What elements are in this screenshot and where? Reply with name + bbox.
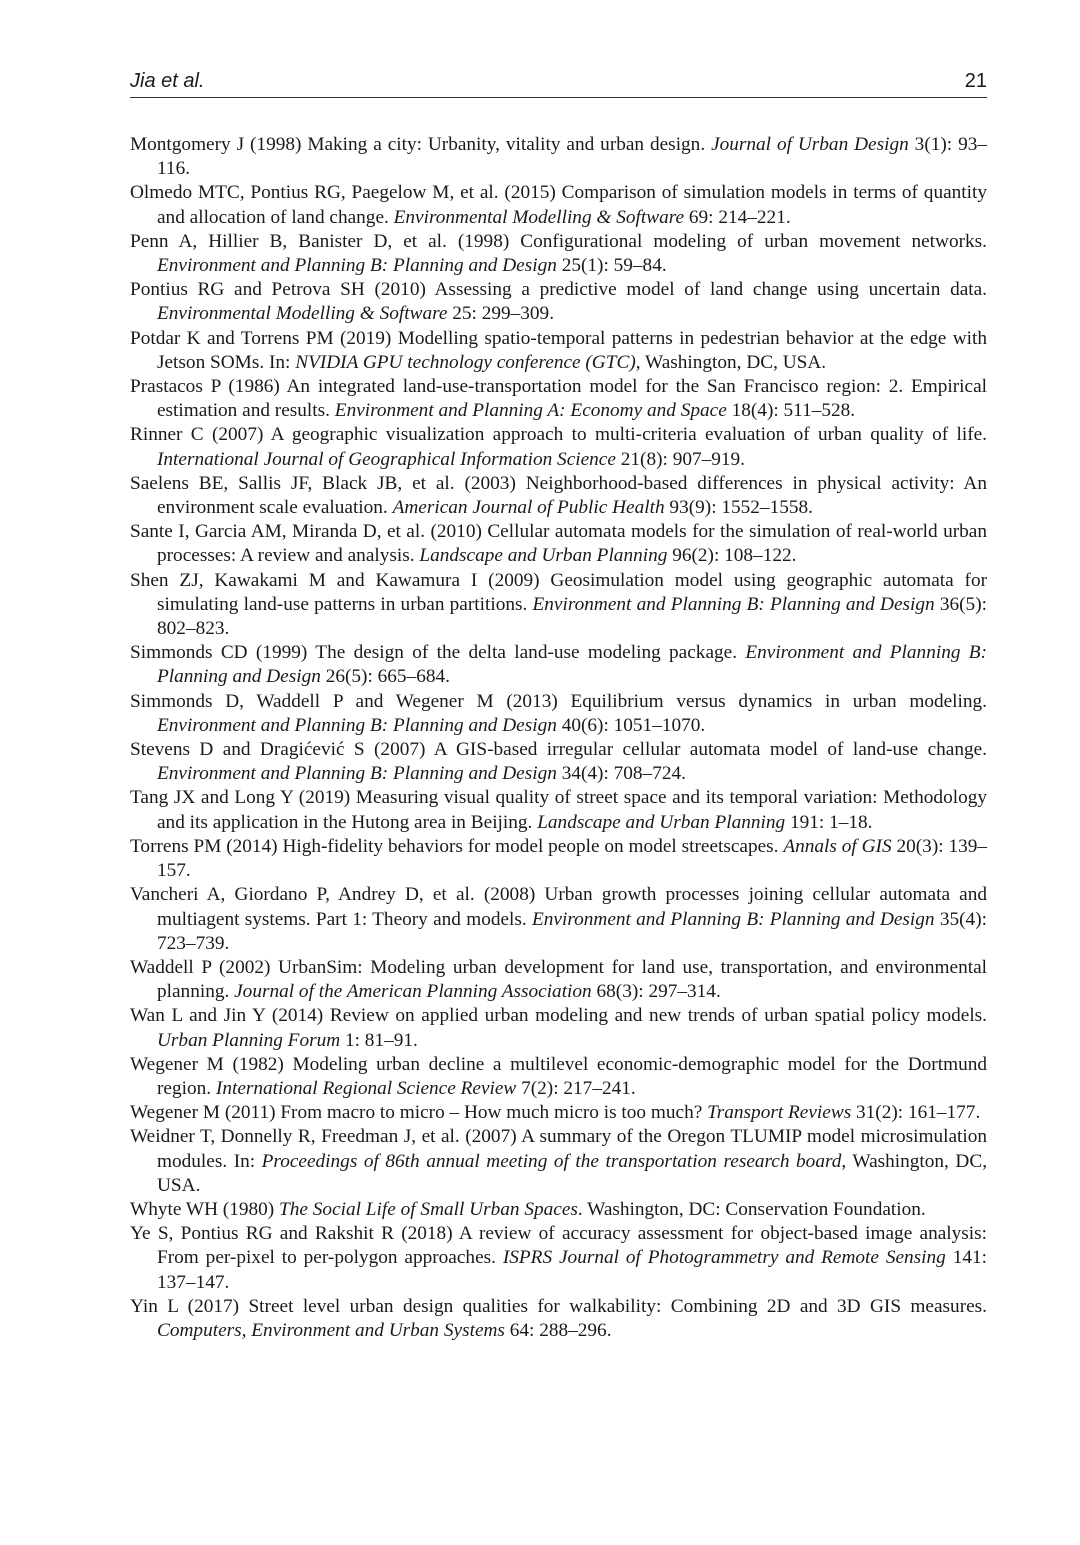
reference-item: Prastacos P (1986) An integrated land-use-transportation model for the San Francisco region: 2. Empirical estimation and results. Environment and Planning A: Economy and Space 18(4): 511–528.: [130, 376, 987, 422]
reference-item: Tang JX and Long Y (2019) Measuring visual quality of street space and its temporal variation: Methodology and its application in the Hutong area in Beijing. Landscape and Urban Planning 191: 1–18.: [130, 787, 987, 833]
page-number: 21: [964, 70, 987, 92]
reference-item: Torrens PM (2014) High-fidelity behaviors for model people on model streetscapes. Annals of GIS 20(3): 139–157.: [130, 835, 988, 882]
reference-item: Yin L (2017) Street level urban design qualities for walkability: Combining 2D and 3D GIS measures. Computers, Environment and Urban Systems 64: 288–296.: [130, 1295, 987, 1341]
reference-item: Weidner T, Donnelly R, Freedman J, et al. (2007) A summary of the Oregon TLUMIP model microsimulation modules. In: Proceedings of 86th annual meeting of the transportation research board, Washington, DC, USA.: [130, 1126, 988, 1196]
reference-item: Saelens BE, Sallis JF, Black JB, et al. (2003) Neighborhood-based differences in physical activity: An environment scale evaluation. American Journal of Public Health 93(9): 1552–1558.: [130, 472, 987, 519]
reference-item: Wegener M (1982) Modeling urban decline a multilevel economic-demographic model for the Dortmund region. International Regional Science Review 7(2): 217–241.: [130, 1053, 987, 1099]
reference-item: Rinner C (2007) A geographic visualization approach to multi-criteria evaluation of urban quality of life. International Journal of Geographical Information Science 21(8): 907–919.: [130, 424, 987, 470]
reference-item: Olmedo MTC, Pontius RG, Paegelow M, et al. (2015) Comparison of simulation models in terms of quantity and allocation of land change. Environmental Modelling & Software 69: 214–221.: [130, 182, 987, 228]
reference-item: Potdar K and Torrens PM (2019) Modelling spatio-temporal patterns in pedestrian behavior at the edge with Jetson SOMs. In: NVIDIA GPU technology conference (GTC), Washington, DC, USA.: [130, 327, 987, 373]
reference-item: Penn A, Hillier B, Banister D, et al. (1998) Configurational modeling of urban movement networks. Environment and Planning B: Planning and Design 25(1): 59–84.: [130, 230, 987, 277]
reference-item: Ye S, Pontius RG and Rakshit R (2018) A review of accuracy assessment for object-based image analysis: From per-pixel to per-polygon approaches. ISPRS Journal of Photogrammetry and Remote Sensing 141: 137–147.: [130, 1223, 987, 1293]
reference-item: Wan L and Jin Y (2014) Review on applied urban modeling and new trends of urban spatial policy models. Urban Planning Forum 1: 81–91.: [130, 1005, 987, 1051]
reference-item: Pontius RG and Petrova SH (2010) Assessing a predictive model of land change using uncertain data. Environmental Modelling & Software 25: 299–309.: [130, 279, 987, 325]
reference-item: Stevens D and Dragićević S (2007) A GIS-based irregular cellular automata model of land-use change. Environment and Planning B: Planning and Design 34(4): 708–724.: [130, 739, 987, 785]
reference-item: Vancheri A, Giordano P, Andrey D, et al. (2008) Urban growth processes joining cellular automata and multiagent systems. Part 1: Theory and models. Environment and Planning B: Planning and Design 35(4): 723–739.: [130, 884, 987, 954]
reference-item: Sante I, Garcia AM, Miranda D, et al. (2010) Cellular automata models for the simulation of real-world urban processes: A review and analysis. Landscape and Urban Planning 96(2): 108–122.: [130, 521, 987, 567]
running-head-authors: Jia et al.: [130, 70, 205, 92]
reference-item: Simmonds CD (1999) The design of the delta land-use modeling package. Environment and Planning B: Planning and Design 26(5): 665–684.: [130, 642, 987, 688]
reference-item: Whyte WH (1980) The Social Life of Small Urban Spaces. Washington, DC: Conservation Foundation.: [130, 1198, 926, 1220]
reference-list: [130, 133, 987, 1343]
running-header: [130, 70, 987, 98]
reference-item: Simmonds D, Waddell P and Wegener M (2013) Equilibrium versus dynamics in urban modeling. Environment and Planning B: Planning and Design 40(6): 1051–1070.: [130, 690, 987, 736]
reference-item: Montgomery J (1998) Making a city: Urbanity, vitality and urban design. Journal of Urban Design 3(1): 93–116.: [130, 134, 987, 180]
reference-item: Wegener M (2011) From macro to micro – How much micro is too much? Transport Reviews 31(2): 161–177.: [130, 1102, 981, 1124]
reference-item: Waddell P (2002) UrbanSim: Modeling urban development for land use, transportation, and environmental planning. Journal of the American Planning Association 68(3): 297–314.: [130, 956, 987, 1003]
reference-item: Shen ZJ, Kawakami M and Kawamura I (2009) Geosimulation model using geographic automata for simulating land-use patterns in urban partitions. Environment and Planning B: Planning and Design 36(5): 802–823.: [130, 569, 987, 640]
